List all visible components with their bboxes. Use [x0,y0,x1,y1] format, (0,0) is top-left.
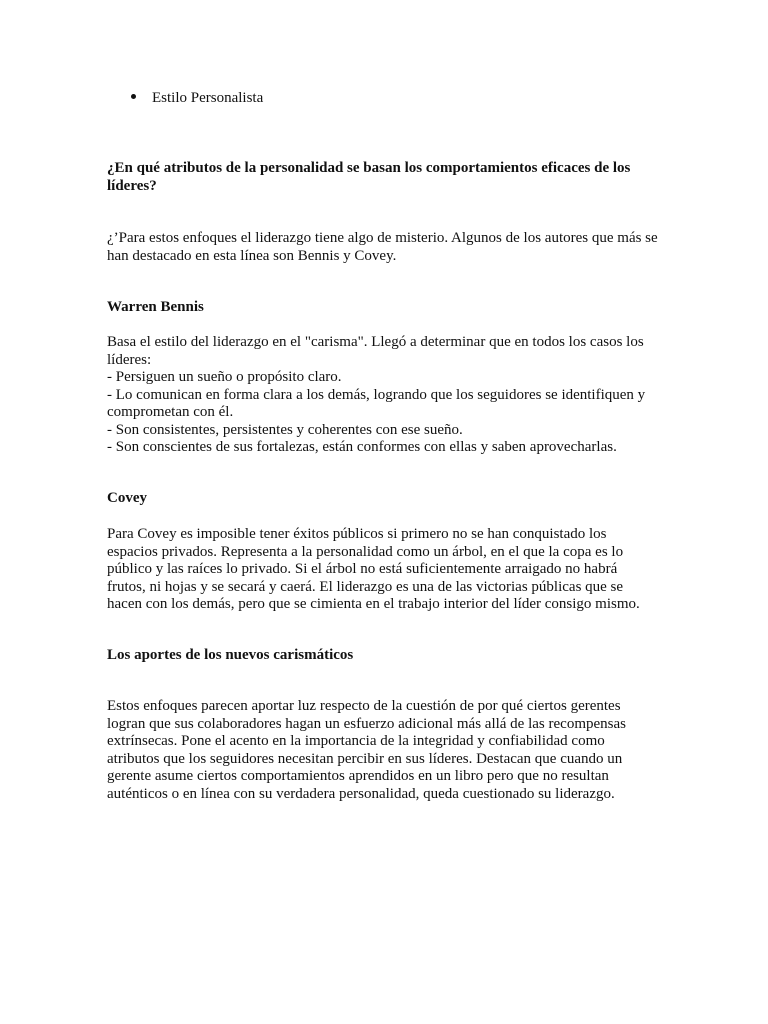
covey-paragraph [107,526,652,614]
carismaticos-paragraph-line: auténticos o en línea con su verdadera personalidad, queda cuestionado su liderazgo. [107,785,615,802]
question-heading-line: líderes? [107,177,157,194]
bennis-paragraph [107,334,652,457]
intro-paragraph-line: ¿’Para estos enfoques el liderazgo tiene algo de misterio. Algunos de los autores que más se [107,230,658,246]
carismaticos-paragraph [107,698,652,803]
bennis-paragraph-line: comprometan con él. [107,404,234,420]
intro-paragraph-line: han destacado en esta línea son Bennis y Covey. [107,247,397,264]
covey-heading [107,490,652,508]
carismaticos-paragraph-line: logran que sus colaboradores hagan un esfuerzo adicional más allá de las recompensas [107,715,626,732]
bullet-icon [131,94,136,99]
carismaticos-heading-text: Los aportes de los nuevos carismáticos [107,647,354,663]
bennis-paragraph-line: Basa el estilo del liderazgo en el "carisma". Llegó a determinar que en todos los casos los [107,334,644,350]
carismaticos-heading [107,647,652,665]
covey-paragraph-line: Para Covey es imposible tener éxitos públicos si primero no se han conquistado los [107,526,607,542]
bullet-list-item [131,90,263,108]
covey-paragraph-line: espacios privados. Representa a la personalidad como un árbol, en el que la copa es lo [107,543,624,560]
carismaticos-paragraph-line: Estos enfoques parecen aportar luz respecto de la cuestión de por qué ciertos gerentes [107,698,621,714]
carismaticos-paragraph-line: extrínsecas. Pone el acento en la importancia de la integridad y confiabilidad como [107,733,605,749]
bullet-item-text: Estilo Personalista [152,90,264,106]
covey-paragraph-line: hacen con los demás, pero que se cimienta en el trabajo interior del líder consigo mismo. [107,596,640,612]
bennis-paragraph-line: - Persiguen un sueño o propósito claro. [107,369,342,385]
bennis-paragraph-line: líderes: [107,351,152,368]
bennis-heading [107,299,652,317]
covey-paragraph-line: frutos, ni hojas y se secará y caerá. El liderazgo es una de las victorias públicas que se [107,578,624,595]
carismaticos-paragraph-line: atributos que los seguidores necesitan percibir en sus líderes. Destacan que cuando un [107,750,623,767]
intro-paragraph [107,230,658,265]
bennis-heading-text: Warren Bennis [107,299,204,315]
covey-paragraph-line: público y las raíces lo privado. Si el árbol no está suficientemente arraigado no habrá [107,561,618,577]
question-heading [107,160,652,195]
bennis-paragraph-line: - Lo comunican en forma clara a los demás, logrando que los seguidores se identifiquen y [107,386,646,403]
covey-heading-text: Covey [107,490,147,506]
bennis-paragraph-line: - Son conscientes de sus fortalezas, están conformes con ellas y saben aprovecharlas. [107,439,617,455]
bennis-paragraph-line: - Son consistentes, persistentes y coherentes con ese sueño. [107,421,463,438]
question-heading-line: ¿En qué atributos de la personalidad se basan los comportamientos eficaces de los [107,160,631,176]
carismaticos-paragraph-line: gerente asume ciertos comportamientos aprendidos en un libro pero que no resultan [107,768,609,784]
